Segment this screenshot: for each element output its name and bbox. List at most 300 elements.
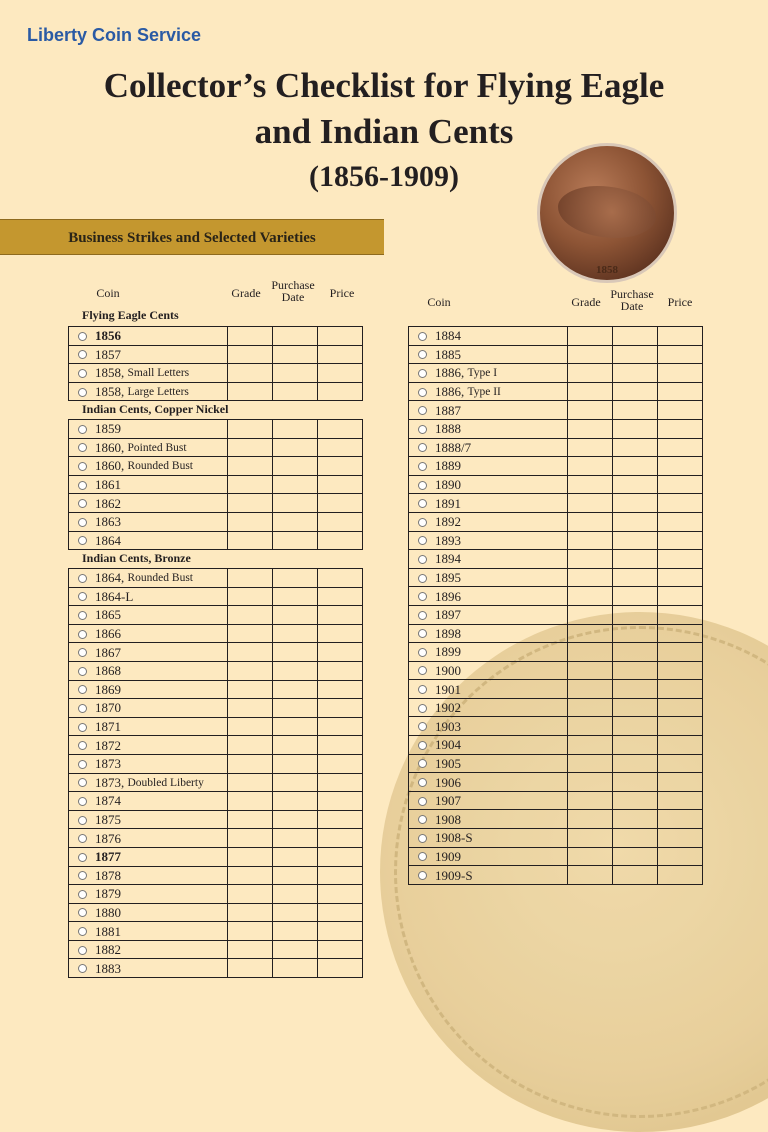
price-cell[interactable] <box>318 438 363 457</box>
grade-cell[interactable] <box>568 345 613 364</box>
coin-year: 1890 <box>435 477 461 493</box>
price-cell[interactable] <box>318 736 363 755</box>
grade-cell[interactable] <box>228 420 273 439</box>
grade-cell[interactable] <box>228 661 273 680</box>
grade-cell[interactable] <box>568 512 613 531</box>
check-circle[interactable] <box>418 518 427 527</box>
check-circle[interactable] <box>78 797 87 806</box>
check-circle[interactable] <box>418 704 427 713</box>
grade-cell[interactable] <box>568 605 613 624</box>
check-circle[interactable] <box>78 425 87 434</box>
table-row <box>69 792 363 811</box>
check-circle[interactable] <box>78 630 87 639</box>
check-circle[interactable] <box>418 797 427 806</box>
purchase-date-cell[interactable] <box>613 568 658 587</box>
purchase-date-cell[interactable] <box>273 606 318 625</box>
grade-cell[interactable] <box>228 903 273 922</box>
section-title-copper-nickel: Indian Cents, Copper Nickel <box>82 402 229 416</box>
grade-cell[interactable] <box>228 847 273 866</box>
price-cell[interactable] <box>318 643 363 662</box>
purchase-date-cell[interactable] <box>613 810 658 829</box>
price-cell[interactable] <box>318 569 363 588</box>
check-circle[interactable] <box>418 499 427 508</box>
purchase-date-cell[interactable] <box>613 791 658 810</box>
price-cell[interactable] <box>658 327 703 346</box>
price-cell[interactable] <box>658 364 703 383</box>
table-row <box>409 754 703 773</box>
left-header-grade: Grade <box>231 286 261 300</box>
purchase-date-cell[interactable] <box>273 829 318 848</box>
coin-cell <box>69 885 228 904</box>
purchase-date-cell[interactable] <box>273 624 318 643</box>
check-circle[interactable] <box>78 667 87 676</box>
checklist-table-bronze <box>68 568 363 978</box>
purchase-date-cell[interactable] <box>273 327 318 346</box>
price-cell[interactable] <box>318 512 363 531</box>
price-cell[interactable] <box>318 922 363 941</box>
check-circle[interactable] <box>78 741 87 750</box>
check-circle[interactable] <box>78 927 87 936</box>
check-circle[interactable] <box>78 332 87 341</box>
grade-cell[interactable] <box>568 587 613 606</box>
coin-variety: Small Letters <box>127 367 190 380</box>
price-cell[interactable] <box>658 457 703 476</box>
grade-cell[interactable] <box>228 587 273 606</box>
coin-year: 1864-L <box>95 588 134 604</box>
grade-cell[interactable] <box>568 847 613 866</box>
price-cell[interactable] <box>658 438 703 457</box>
table-row <box>69 661 363 680</box>
grade-cell[interactable] <box>568 754 613 773</box>
purchase-date-cell[interactable] <box>613 475 658 494</box>
purchase-date-cell[interactable] <box>613 364 658 383</box>
purchase-date-cell[interactable] <box>273 866 318 885</box>
check-circle[interactable] <box>78 611 87 620</box>
price-cell[interactable] <box>318 829 363 848</box>
table-row <box>69 531 363 550</box>
purchase-date-cell[interactable] <box>613 717 658 736</box>
grade-cell[interactable] <box>568 438 613 457</box>
grade-cell[interactable] <box>228 327 273 346</box>
coin-year: 1884 <box>435 328 461 344</box>
price-cell[interactable] <box>318 680 363 699</box>
purchase-date-cell[interactable] <box>613 345 658 364</box>
checklist-table-flying-eagle <box>68 326 363 401</box>
grade-cell[interactable] <box>568 829 613 848</box>
coin-year: 1900 <box>435 662 461 678</box>
check-circle[interactable] <box>78 536 87 545</box>
purchase-date-cell[interactable] <box>273 699 318 718</box>
check-circle[interactable] <box>78 369 87 378</box>
table-row <box>409 512 703 531</box>
grade-cell[interactable] <box>568 568 613 587</box>
coin-year: 1865 <box>95 607 121 623</box>
price-cell[interactable] <box>318 382 363 401</box>
purchase-date-cell[interactable] <box>613 680 658 699</box>
check-circle[interactable] <box>78 723 87 732</box>
purchase-date-cell[interactable] <box>273 587 318 606</box>
check-circle[interactable] <box>418 741 427 750</box>
price-cell[interactable] <box>318 327 363 346</box>
price-cell[interactable] <box>318 866 363 885</box>
check-circle[interactable] <box>78 592 87 601</box>
price-cell[interactable] <box>658 829 703 848</box>
check-circle[interactable] <box>418 350 427 359</box>
price-cell[interactable] <box>318 792 363 811</box>
check-circle[interactable] <box>78 350 87 359</box>
price-cell[interactable] <box>318 754 363 773</box>
check-circle[interactable] <box>418 778 427 787</box>
purchase-date-cell[interactable] <box>273 773 318 792</box>
grade-cell[interactable] <box>568 475 613 494</box>
purchase-date-cell[interactable] <box>273 940 318 959</box>
purchase-date-cell[interactable] <box>273 903 318 922</box>
purchase-date-cell[interactable] <box>273 847 318 866</box>
price-cell[interactable] <box>658 698 703 717</box>
check-circle[interactable] <box>78 778 87 787</box>
price-cell[interactable] <box>658 717 703 736</box>
table-row <box>409 345 703 364</box>
grade-cell[interactable] <box>228 624 273 643</box>
price-cell[interactable] <box>658 419 703 438</box>
table-row <box>409 401 703 420</box>
grade-cell[interactable] <box>568 327 613 346</box>
check-circle[interactable] <box>78 871 87 880</box>
check-circle[interactable] <box>78 481 87 490</box>
purchase-date-cell[interactable] <box>273 680 318 699</box>
price-cell[interactable] <box>658 643 703 662</box>
purchase-date-cell[interactable] <box>273 810 318 829</box>
check-circle[interactable] <box>78 462 87 471</box>
check-circle[interactable] <box>78 574 87 583</box>
purchase-date-cell[interactable] <box>273 569 318 588</box>
price-cell[interactable] <box>318 903 363 922</box>
table-row <box>69 569 363 588</box>
price-cell[interactable] <box>658 605 703 624</box>
check-circle[interactable] <box>418 759 427 768</box>
purchase-date-cell[interactable] <box>273 754 318 773</box>
purchase-date-cell[interactable] <box>273 885 318 904</box>
price-cell[interactable] <box>658 624 703 643</box>
coin-cell <box>69 847 228 866</box>
price-cell[interactable] <box>658 661 703 680</box>
grade-cell[interactable] <box>228 736 273 755</box>
grade-cell[interactable] <box>568 364 613 383</box>
check-circle[interactable] <box>418 852 427 861</box>
purchase-date-cell[interactable] <box>613 754 658 773</box>
check-circle[interactable] <box>78 685 87 694</box>
price-cell[interactable] <box>658 401 703 420</box>
grade-cell[interactable] <box>228 940 273 959</box>
table-row <box>409 643 703 662</box>
price-cell[interactable] <box>318 661 363 680</box>
grade-cell[interactable] <box>568 419 613 438</box>
grade-cell[interactable] <box>568 866 613 885</box>
purchase-date-cell[interactable] <box>273 438 318 457</box>
purchase-date-cell[interactable] <box>273 364 318 383</box>
purchase-date-cell[interactable] <box>273 959 318 978</box>
price-cell[interactable] <box>318 345 363 364</box>
left-header-purchase-date: Purchase Date <box>271 278 315 304</box>
check-circle[interactable] <box>418 834 427 843</box>
grade-cell[interactable] <box>228 512 273 531</box>
coin-year: 1869 <box>95 681 121 697</box>
grade-cell[interactable] <box>568 810 613 829</box>
price-cell[interactable] <box>318 959 363 978</box>
purchase-date-cell[interactable] <box>613 866 658 885</box>
grade-cell[interactable] <box>568 643 613 662</box>
purchase-date-cell[interactable] <box>613 698 658 717</box>
check-circle[interactable] <box>78 443 87 452</box>
table-row <box>409 680 703 699</box>
purchase-date-cell[interactable] <box>613 624 658 643</box>
purchase-date-cell[interactable] <box>613 847 658 866</box>
coin-cell <box>409 810 568 829</box>
grade-cell[interactable] <box>228 569 273 588</box>
right-header-coin: Coin <box>427 295 451 309</box>
coin-cell <box>69 754 228 773</box>
price-cell[interactable] <box>658 810 703 829</box>
price-cell[interactable] <box>318 624 363 643</box>
grade-cell[interactable] <box>568 494 613 513</box>
price-cell[interactable] <box>658 568 703 587</box>
grade-cell[interactable] <box>568 791 613 810</box>
check-circle[interactable] <box>418 722 427 731</box>
table-row <box>69 327 363 346</box>
price-cell[interactable] <box>318 699 363 718</box>
purchase-date-cell[interactable] <box>273 382 318 401</box>
coin-cell <box>409 624 568 643</box>
purchase-date-cell[interactable] <box>273 494 318 513</box>
purchase-date-cell[interactable] <box>273 792 318 811</box>
table-row <box>409 605 703 624</box>
check-circle[interactable] <box>78 890 87 899</box>
price-cell[interactable] <box>318 606 363 625</box>
price-cell[interactable] <box>318 420 363 439</box>
coin-year: 1887 <box>435 402 461 418</box>
grade-cell[interactable] <box>228 438 273 457</box>
purchase-date-cell[interactable] <box>273 922 318 941</box>
check-circle[interactable] <box>418 611 427 620</box>
price-cell[interactable] <box>658 550 703 569</box>
purchase-date-cell[interactable] <box>613 512 658 531</box>
price-cell[interactable] <box>318 364 363 383</box>
check-circle[interactable] <box>418 369 427 378</box>
check-circle[interactable] <box>418 462 427 471</box>
grade-cell[interactable] <box>228 699 273 718</box>
price-cell[interactable] <box>658 345 703 364</box>
grade-cell[interactable] <box>228 382 273 401</box>
purchase-date-cell[interactable] <box>613 382 658 401</box>
grade-cell[interactable] <box>228 717 273 736</box>
check-circle[interactable] <box>78 760 87 769</box>
purchase-date-cell[interactable] <box>613 643 658 662</box>
purchase-date-cell[interactable] <box>613 419 658 438</box>
price-cell[interactable] <box>318 457 363 476</box>
grade-cell[interactable] <box>228 922 273 941</box>
check-circle[interactable] <box>418 592 427 601</box>
check-circle[interactable] <box>418 406 427 415</box>
grade-cell[interactable] <box>228 606 273 625</box>
purchase-date-cell[interactable] <box>273 643 318 662</box>
coin-cell: 1858, Small Letters <box>69 364 228 383</box>
purchase-date-cell[interactable] <box>613 829 658 848</box>
coin-year: 1872 <box>95 737 121 753</box>
purchase-date-cell[interactable] <box>613 661 658 680</box>
coin-cell <box>409 605 568 624</box>
check-circle[interactable] <box>78 388 87 397</box>
grade-cell[interactable] <box>228 345 273 364</box>
grade-cell[interactable] <box>228 959 273 978</box>
check-circle[interactable] <box>78 704 87 713</box>
purchase-date-cell[interactable] <box>273 475 318 494</box>
grade-cell[interactable] <box>228 643 273 662</box>
coin-year: 1870 <box>95 700 121 716</box>
check-circle[interactable] <box>78 908 87 917</box>
purchase-date-cell[interactable] <box>613 401 658 420</box>
price-cell[interactable] <box>658 587 703 606</box>
coin-year: 1880 <box>95 904 121 920</box>
coin-year: 1857 <box>95 346 121 362</box>
check-circle[interactable] <box>78 834 87 843</box>
check-circle[interactable] <box>418 666 427 675</box>
check-circle[interactable] <box>418 481 427 490</box>
purchase-date-cell[interactable] <box>613 773 658 792</box>
grade-cell[interactable] <box>568 550 613 569</box>
price-cell[interactable] <box>318 717 363 736</box>
purchase-date-cell[interactable] <box>613 605 658 624</box>
price-cell[interactable] <box>658 847 703 866</box>
check-circle[interactable] <box>418 332 427 341</box>
price-cell[interactable] <box>318 494 363 513</box>
price-cell[interactable] <box>318 940 363 959</box>
price-cell[interactable] <box>658 475 703 494</box>
coin-cell <box>409 550 568 569</box>
purchase-date-cell[interactable] <box>273 420 318 439</box>
price-cell[interactable] <box>658 531 703 550</box>
check-circle[interactable] <box>78 499 87 508</box>
grade-cell[interactable] <box>568 382 613 401</box>
grade-cell[interactable] <box>228 754 273 773</box>
coin-cell <box>69 717 228 736</box>
coin-cell: 1860, Rounded Bust <box>69 457 228 476</box>
grade-cell[interactable] <box>568 717 613 736</box>
purchase-date-cell[interactable] <box>613 531 658 550</box>
check-circle[interactable] <box>418 388 427 397</box>
coin-variety: Rounded Bust <box>127 460 193 473</box>
price-cell[interactable] <box>318 587 363 606</box>
price-cell[interactable] <box>318 773 363 792</box>
check-circle[interactable] <box>418 815 427 824</box>
purchase-date-cell[interactable] <box>273 661 318 680</box>
purchase-date-cell[interactable] <box>273 345 318 364</box>
check-circle[interactable] <box>418 574 427 583</box>
grade-cell[interactable] <box>228 866 273 885</box>
purchase-date-cell[interactable] <box>613 550 658 569</box>
price-cell[interactable] <box>658 754 703 773</box>
grade-cell[interactable] <box>228 457 273 476</box>
price-cell[interactable] <box>318 847 363 866</box>
grade-cell[interactable] <box>568 624 613 643</box>
check-circle[interactable] <box>418 629 427 638</box>
coin-year: 1905 <box>435 755 461 771</box>
purchase-date-cell[interactable] <box>273 457 318 476</box>
check-circle[interactable] <box>78 816 87 825</box>
check-circle[interactable] <box>78 648 87 657</box>
check-circle[interactable] <box>418 425 427 434</box>
check-circle[interactable] <box>78 853 87 862</box>
grade-cell[interactable] <box>228 885 273 904</box>
purchase-date-cell[interactable] <box>613 438 658 457</box>
check-circle[interactable] <box>418 648 427 657</box>
grade-cell[interactable] <box>568 773 613 792</box>
check-circle[interactable] <box>78 964 87 973</box>
grade-cell[interactable] <box>568 401 613 420</box>
price-cell[interactable] <box>318 885 363 904</box>
price-cell[interactable] <box>658 512 703 531</box>
price-cell[interactable] <box>658 680 703 699</box>
check-circle[interactable] <box>418 555 427 564</box>
left-header-price: Price <box>329 286 355 300</box>
price-cell[interactable] <box>318 810 363 829</box>
price-cell[interactable] <box>658 382 703 401</box>
check-circle[interactable] <box>418 536 427 545</box>
check-circle[interactable] <box>418 443 427 452</box>
coin-cell <box>69 792 228 811</box>
grade-cell[interactable] <box>228 829 273 848</box>
grade-cell[interactable] <box>228 810 273 829</box>
grade-cell[interactable] <box>228 680 273 699</box>
grade-cell[interactable] <box>568 531 613 550</box>
purchase-date-cell[interactable] <box>273 717 318 736</box>
checklist-table-right <box>408 326 703 885</box>
purchase-date-cell[interactable] <box>613 494 658 513</box>
purchase-date-cell[interactable] <box>613 327 658 346</box>
grade-cell[interactable] <box>568 457 613 476</box>
grade-cell[interactable] <box>568 661 613 680</box>
price-cell[interactable] <box>658 866 703 885</box>
price-cell[interactable] <box>658 773 703 792</box>
grade-cell[interactable] <box>228 792 273 811</box>
grade-cell[interactable] <box>568 680 613 699</box>
purchase-date-cell[interactable] <box>273 512 318 531</box>
grade-cell[interactable] <box>228 531 273 550</box>
coin-year: 1906 <box>435 774 461 790</box>
check-circle[interactable] <box>78 518 87 527</box>
purchase-date-cell[interactable] <box>273 531 318 550</box>
check-circle[interactable] <box>418 685 427 694</box>
price-cell[interactable] <box>658 736 703 755</box>
grade-cell[interactable] <box>228 773 273 792</box>
price-cell[interactable] <box>658 791 703 810</box>
price-cell[interactable] <box>318 531 363 550</box>
grade-cell[interactable] <box>228 475 273 494</box>
grade-cell[interactable] <box>568 698 613 717</box>
check-circle[interactable] <box>418 871 427 880</box>
purchase-date-cell[interactable] <box>613 457 658 476</box>
price-cell[interactable] <box>318 475 363 494</box>
grade-cell[interactable] <box>228 364 273 383</box>
purchase-date-cell[interactable] <box>273 736 318 755</box>
check-circle[interactable] <box>78 946 87 955</box>
purchase-date-cell[interactable] <box>613 736 658 755</box>
purchase-date-cell[interactable] <box>613 587 658 606</box>
coin-year: 1876 <box>95 830 121 846</box>
grade-cell[interactable] <box>228 494 273 513</box>
grade-cell[interactable] <box>568 736 613 755</box>
flying-eagle-coin-image <box>537 143 677 283</box>
price-cell[interactable] <box>658 494 703 513</box>
